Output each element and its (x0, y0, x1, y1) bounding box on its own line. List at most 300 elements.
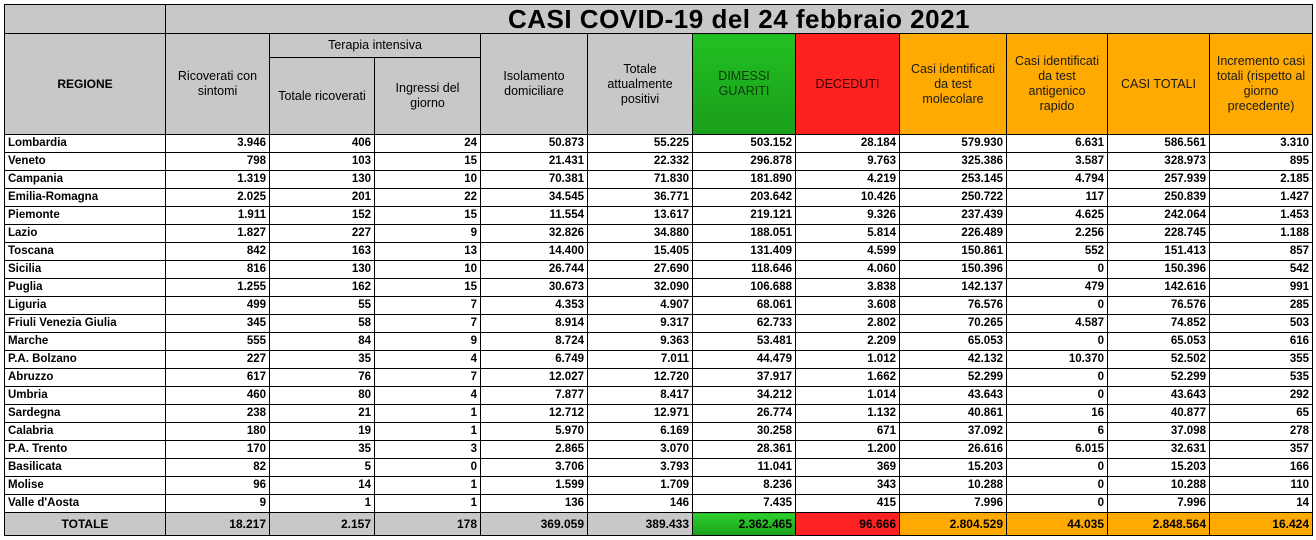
table-row (5, 423, 1313, 441)
data-cell: 0 (1007, 333, 1108, 351)
data-cell: 142.137 (900, 279, 1007, 297)
data-cell: 5 (270, 459, 375, 477)
data-cell: 65.053 (1108, 333, 1210, 351)
header-dimessi: DIMESSI GUARITI (693, 34, 796, 135)
data-cell: 10 (375, 261, 481, 279)
total-cell: 2.848.564 (1108, 513, 1210, 536)
data-cell: 11.041 (693, 459, 796, 477)
header-regione: REGIONE (5, 34, 166, 135)
data-cell: 43.643 (900, 387, 1007, 405)
table-row (5, 207, 1313, 225)
data-cell: 4 (375, 351, 481, 369)
data-cell: 21 (270, 405, 375, 423)
data-cell: 44.479 (693, 351, 796, 369)
table-row (5, 477, 1313, 495)
total-cell: 16.424 (1210, 513, 1313, 536)
data-cell: 503 (1210, 315, 1313, 333)
data-cell: 74.852 (1108, 315, 1210, 333)
data-cell: 616 (1210, 333, 1313, 351)
data-cell: 6.015 (1007, 441, 1108, 459)
data-cell: 37.917 (693, 369, 796, 387)
data-cell: 80 (270, 387, 375, 405)
table-row (5, 153, 1313, 171)
total-row (5, 513, 1313, 536)
data-cell: 150.396 (900, 261, 1007, 279)
data-cell: 96 (166, 477, 270, 495)
data-cell: 10 (375, 171, 481, 189)
corner-cell (5, 5, 166, 34)
data-cell: 991 (1210, 279, 1313, 297)
data-cell: 14.400 (481, 243, 588, 261)
region-name: Toscana (5, 243, 166, 261)
data-cell: 9 (375, 225, 481, 243)
data-cell: 0 (1007, 477, 1108, 495)
data-cell: 12.027 (481, 369, 588, 387)
header-casi-totali: CASI TOTALI (1108, 34, 1210, 135)
data-cell: 13 (375, 243, 481, 261)
data-cell: 52.299 (1108, 369, 1210, 387)
header-incremento: Incremento casi totali (rispetto al giorno precedente) (1210, 34, 1313, 135)
region-name: Friuli Venezia Giulia (5, 315, 166, 333)
data-cell: 3.946 (166, 135, 270, 153)
data-cell: 415 (796, 495, 900, 513)
data-cell: 14 (270, 477, 375, 495)
data-cell: 27.690 (588, 261, 693, 279)
data-cell: 103 (270, 153, 375, 171)
data-cell: 6.631 (1007, 135, 1108, 153)
data-cell: 479 (1007, 279, 1108, 297)
data-cell: 4.353 (481, 297, 588, 315)
data-cell: 152 (270, 207, 375, 225)
data-cell: 1.911 (166, 207, 270, 225)
data-cell: 22.332 (588, 153, 693, 171)
data-cell: 2.185 (1210, 171, 1313, 189)
data-cell: 106.688 (693, 279, 796, 297)
region-name: Umbria (5, 387, 166, 405)
data-cell: 181.890 (693, 171, 796, 189)
data-cell: 21.431 (481, 153, 588, 171)
region-name: Emilia-Romagna (5, 189, 166, 207)
region-name: Lazio (5, 225, 166, 243)
table-row (5, 189, 1313, 207)
data-cell: 250.839 (1108, 189, 1210, 207)
data-cell: 28.361 (693, 441, 796, 459)
data-cell: 70.265 (900, 315, 1007, 333)
region-name: Piemonte (5, 207, 166, 225)
data-cell: 816 (166, 261, 270, 279)
data-cell: 110 (1210, 477, 1313, 495)
data-cell: 36.771 (588, 189, 693, 207)
data-cell: 253.145 (900, 171, 1007, 189)
data-cell: 37.092 (900, 423, 1007, 441)
data-cell: 328.973 (1108, 153, 1210, 171)
data-cell: 150.396 (1108, 261, 1210, 279)
data-cell: 10.288 (900, 477, 1007, 495)
data-cell: 3.070 (588, 441, 693, 459)
data-cell: 7.435 (693, 495, 796, 513)
data-cell: 13.617 (588, 207, 693, 225)
data-cell: 617 (166, 369, 270, 387)
data-cell: 1.662 (796, 369, 900, 387)
data-cell: 369 (796, 459, 900, 477)
data-cell: 7.996 (1108, 495, 1210, 513)
total-cell-deceduti: 96.666 (796, 513, 900, 536)
data-cell: 12.712 (481, 405, 588, 423)
data-cell: 162 (270, 279, 375, 297)
data-cell: 146 (588, 495, 693, 513)
data-cell: 28.184 (796, 135, 900, 153)
data-cell: 552 (1007, 243, 1108, 261)
data-cell: 35 (270, 441, 375, 459)
data-cell: 1.599 (481, 477, 588, 495)
data-cell: 1.709 (588, 477, 693, 495)
region-name: Veneto (5, 153, 166, 171)
data-cell: 55.225 (588, 135, 693, 153)
data-cell: 296.878 (693, 153, 796, 171)
data-cell: 1.014 (796, 387, 900, 405)
header-deceduti: DECEDUTI (796, 34, 900, 135)
data-cell: 180 (166, 423, 270, 441)
data-cell: 55 (270, 297, 375, 315)
data-cell: 285 (1210, 297, 1313, 315)
data-cell: 219.121 (693, 207, 796, 225)
table-row (5, 369, 1313, 387)
data-cell: 278 (1210, 423, 1313, 441)
data-cell: 43.643 (1108, 387, 1210, 405)
data-cell: 555 (166, 333, 270, 351)
data-cell: 30.258 (693, 423, 796, 441)
data-cell: 257.939 (1108, 171, 1210, 189)
covid-table (4, 4, 1313, 536)
total-cell: 2.157 (270, 513, 375, 536)
data-cell: 4.625 (1007, 207, 1108, 225)
table-row (5, 135, 1313, 153)
data-cell: 0 (1007, 387, 1108, 405)
data-cell: 166 (1210, 459, 1313, 477)
table-row (5, 351, 1313, 369)
data-cell: 32.826 (481, 225, 588, 243)
data-cell: 34.545 (481, 189, 588, 207)
region-name: Calabria (5, 423, 166, 441)
data-cell: 40.861 (900, 405, 1007, 423)
header-positivi: Totale attualmente positivi (588, 34, 693, 135)
table-row (5, 261, 1313, 279)
data-cell: 4.794 (1007, 171, 1108, 189)
total-cell: 389.433 (588, 513, 693, 536)
data-cell: 12.971 (588, 405, 693, 423)
data-cell: 15 (375, 279, 481, 297)
total-cell: 18.217 (166, 513, 270, 536)
data-cell: 65 (1210, 405, 1313, 423)
data-cell: 130 (270, 171, 375, 189)
data-cell: 9.763 (796, 153, 900, 171)
data-cell: 2.256 (1007, 225, 1108, 243)
data-cell: 1 (375, 423, 481, 441)
data-cell: 542 (1210, 261, 1313, 279)
data-cell: 226.489 (900, 225, 1007, 243)
data-cell: 586.561 (1108, 135, 1210, 153)
data-cell: 4.907 (588, 297, 693, 315)
data-cell: 355 (1210, 351, 1313, 369)
data-cell: 26.774 (693, 405, 796, 423)
data-cell: 26.616 (900, 441, 1007, 459)
data-cell: 136 (481, 495, 588, 513)
region-name: Liguria (5, 297, 166, 315)
covid-table-container (4, 4, 1312, 536)
table-row (5, 441, 1313, 459)
table-body (5, 135, 1313, 513)
data-cell: 15.405 (588, 243, 693, 261)
data-cell: 19 (270, 423, 375, 441)
data-cell: 24 (375, 135, 481, 153)
data-cell: 68.061 (693, 297, 796, 315)
data-cell: 118.646 (693, 261, 796, 279)
region-name: Marche (5, 333, 166, 351)
data-cell: 579.930 (900, 135, 1007, 153)
page-title: CASI COVID-19 del 24 febbraio 2021 (166, 5, 1313, 34)
data-cell: 34.212 (693, 387, 796, 405)
table-row (5, 315, 1313, 333)
data-cell: 203.642 (693, 189, 796, 207)
region-name: P.A. Bolzano (5, 351, 166, 369)
data-cell: 8.724 (481, 333, 588, 351)
data-cell: 503.152 (693, 135, 796, 153)
data-cell: 7.877 (481, 387, 588, 405)
data-cell: 82 (166, 459, 270, 477)
data-cell: 9 (375, 333, 481, 351)
region-name: Valle d'Aosta (5, 495, 166, 513)
total-cell: 178 (375, 513, 481, 536)
region-name: Campania (5, 171, 166, 189)
data-cell: 34.880 (588, 225, 693, 243)
data-cell: 0 (1007, 459, 1108, 477)
data-cell: 406 (270, 135, 375, 153)
data-cell: 1.827 (166, 225, 270, 243)
data-cell: 3.838 (796, 279, 900, 297)
data-cell: 238 (166, 405, 270, 423)
data-cell: 7 (375, 315, 481, 333)
data-cell: 76.576 (1108, 297, 1210, 315)
region-name: Basilicata (5, 459, 166, 477)
data-cell: 4.599 (796, 243, 900, 261)
data-cell: 15 (375, 207, 481, 225)
data-cell: 798 (166, 153, 270, 171)
data-cell: 70.381 (481, 171, 588, 189)
data-cell: 1 (270, 495, 375, 513)
data-cell: 76.576 (900, 297, 1007, 315)
data-cell: 3.706 (481, 459, 588, 477)
data-cell: 250.722 (900, 189, 1007, 207)
data-cell: 58 (270, 315, 375, 333)
data-cell: 237.439 (900, 207, 1007, 225)
table-row (5, 405, 1313, 423)
data-cell: 10.288 (1108, 477, 1210, 495)
data-cell: 150.861 (900, 243, 1007, 261)
data-cell: 3.310 (1210, 135, 1313, 153)
data-cell: 42.132 (900, 351, 1007, 369)
data-cell: 227 (166, 351, 270, 369)
data-cell: 2.802 (796, 315, 900, 333)
data-cell: 1.012 (796, 351, 900, 369)
data-cell: 4 (375, 387, 481, 405)
data-cell: 10.370 (1007, 351, 1108, 369)
data-cell: 62.733 (693, 315, 796, 333)
data-cell: 6 (1007, 423, 1108, 441)
total-cell: 2.804.529 (900, 513, 1007, 536)
data-cell: 30.673 (481, 279, 588, 297)
data-cell: 228.745 (1108, 225, 1210, 243)
header-antigenico: Casi identificati da test antigenico rapido (1007, 34, 1108, 135)
data-cell: 242.064 (1108, 207, 1210, 225)
data-cell: 8.236 (693, 477, 796, 495)
data-cell: 535 (1210, 369, 1313, 387)
data-cell: 1.200 (796, 441, 900, 459)
data-cell: 9.317 (588, 315, 693, 333)
data-cell: 1.188 (1210, 225, 1313, 243)
data-cell: 5.814 (796, 225, 900, 243)
data-cell: 1.255 (166, 279, 270, 297)
data-cell: 15.203 (900, 459, 1007, 477)
region-name: Sardegna (5, 405, 166, 423)
data-cell: 10.426 (796, 189, 900, 207)
data-cell: 201 (270, 189, 375, 207)
data-cell: 8.914 (481, 315, 588, 333)
table-row (5, 297, 1313, 315)
header-terapia-intensiva: Terapia intensiva (270, 34, 481, 58)
data-cell: 76 (270, 369, 375, 387)
table-row (5, 171, 1313, 189)
data-cell: 8.417 (588, 387, 693, 405)
data-cell: 1 (375, 495, 481, 513)
data-cell: 2.025 (166, 189, 270, 207)
data-cell: 32.631 (1108, 441, 1210, 459)
data-cell: 1.132 (796, 405, 900, 423)
data-cell: 188.051 (693, 225, 796, 243)
data-cell: 460 (166, 387, 270, 405)
data-cell: 1.319 (166, 171, 270, 189)
data-cell: 357 (1210, 441, 1313, 459)
data-cell: 5.970 (481, 423, 588, 441)
data-cell: 1.453 (1210, 207, 1313, 225)
data-cell: 142.616 (1108, 279, 1210, 297)
data-cell: 4.587 (1007, 315, 1108, 333)
data-cell: 9 (166, 495, 270, 513)
data-cell: 895 (1210, 153, 1313, 171)
data-cell: 4.060 (796, 261, 900, 279)
region-name: Abruzzo (5, 369, 166, 387)
data-cell: 130 (270, 261, 375, 279)
total-cell-dimessi: 2.362.465 (693, 513, 796, 536)
data-cell: 65.053 (900, 333, 1007, 351)
data-cell: 53.481 (693, 333, 796, 351)
data-cell: 0 (1007, 495, 1108, 513)
header-ingressi: Ingressi del giorno (375, 58, 481, 135)
data-cell: 22 (375, 189, 481, 207)
data-cell: 0 (1007, 297, 1108, 315)
table-row (5, 333, 1313, 351)
data-cell: 0 (375, 459, 481, 477)
data-cell: 343 (796, 477, 900, 495)
data-cell: 4.219 (796, 171, 900, 189)
region-name: Sicilia (5, 261, 166, 279)
table-row (5, 279, 1313, 297)
header-totale-ricoverati: Totale ricoverati (270, 58, 375, 135)
data-cell: 3.608 (796, 297, 900, 315)
data-cell: 7.996 (900, 495, 1007, 513)
data-cell: 7 (375, 297, 481, 315)
data-cell: 52.299 (900, 369, 1007, 387)
data-cell: 151.413 (1108, 243, 1210, 261)
data-cell: 52.502 (1108, 351, 1210, 369)
data-cell: 37.098 (1108, 423, 1210, 441)
region-name: Lombardia (5, 135, 166, 153)
data-cell: 2.865 (481, 441, 588, 459)
data-cell: 1 (375, 477, 481, 495)
data-cell: 26.744 (481, 261, 588, 279)
data-cell: 16 (1007, 405, 1108, 423)
total-cell: 44.035 (1007, 513, 1108, 536)
data-cell: 50.873 (481, 135, 588, 153)
table-row (5, 387, 1313, 405)
data-cell: 842 (166, 243, 270, 261)
data-cell: 71.830 (588, 171, 693, 189)
table-row (5, 459, 1313, 477)
data-cell: 0 (1007, 261, 1108, 279)
header-isolamento: Isolamento domiciliare (481, 34, 588, 135)
data-cell: 15.203 (1108, 459, 1210, 477)
table-row (5, 225, 1313, 243)
data-cell: 40.877 (1108, 405, 1210, 423)
data-cell: 117 (1007, 189, 1108, 207)
data-cell: 163 (270, 243, 375, 261)
data-cell: 6.169 (588, 423, 693, 441)
data-cell: 3.793 (588, 459, 693, 477)
header-molecolare: Casi identificati da test molecolare (900, 34, 1007, 135)
data-cell: 12.720 (588, 369, 693, 387)
data-cell: 0 (1007, 369, 1108, 387)
header-ricoverati: Ricoverati con sintomi (166, 34, 270, 135)
data-cell: 11.554 (481, 207, 588, 225)
data-cell: 3.587 (1007, 153, 1108, 171)
data-cell: 2.209 (796, 333, 900, 351)
region-name: Puglia (5, 279, 166, 297)
data-cell: 14 (1210, 495, 1313, 513)
data-cell: 227 (270, 225, 375, 243)
data-cell: 9.326 (796, 207, 900, 225)
data-cell: 499 (166, 297, 270, 315)
total-cell: 369.059 (481, 513, 588, 536)
data-cell: 7.011 (588, 351, 693, 369)
data-cell: 671 (796, 423, 900, 441)
data-cell: 857 (1210, 243, 1313, 261)
data-cell: 32.090 (588, 279, 693, 297)
data-cell: 3 (375, 441, 481, 459)
data-cell: 15 (375, 153, 481, 171)
data-cell: 1.427 (1210, 189, 1313, 207)
region-name: Molise (5, 477, 166, 495)
table-row (5, 495, 1313, 513)
data-cell: 170 (166, 441, 270, 459)
data-cell: 131.409 (693, 243, 796, 261)
region-name: P.A. Trento (5, 441, 166, 459)
data-cell: 7 (375, 369, 481, 387)
data-cell: 292 (1210, 387, 1313, 405)
data-cell: 1 (375, 405, 481, 423)
data-cell: 35 (270, 351, 375, 369)
data-cell: 84 (270, 333, 375, 351)
data-cell: 345 (166, 315, 270, 333)
data-cell: 9.363 (588, 333, 693, 351)
